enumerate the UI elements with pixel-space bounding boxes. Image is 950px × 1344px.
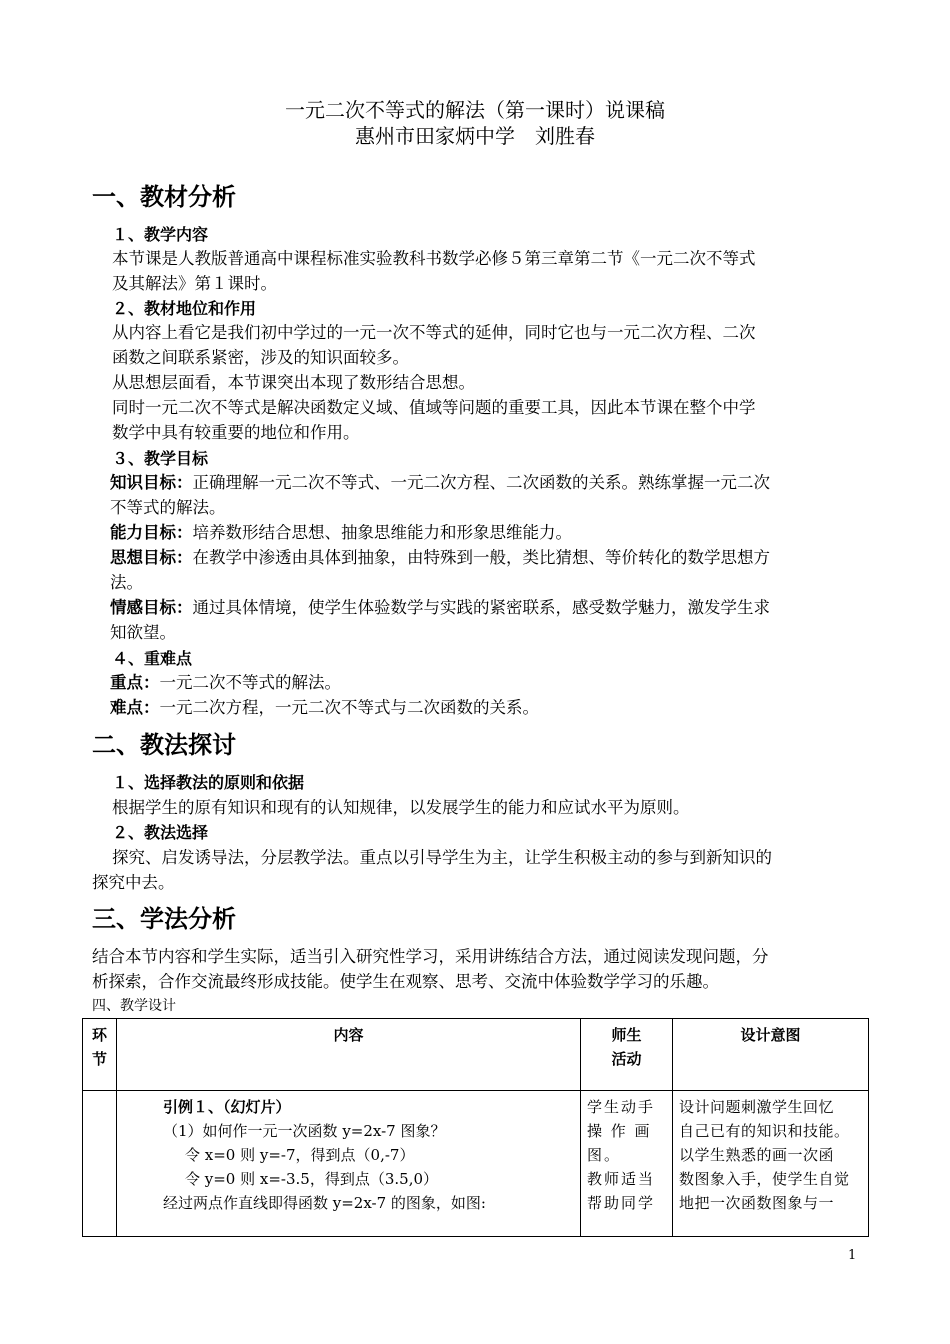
table-header-row [83, 1019, 869, 1091]
goal-emotion [110, 595, 770, 620]
paragraph-line: 析探索，合作交流最终形成技能。使学生在观察、思考、交流中体验数学学习的乐趣。 [92, 972, 719, 991]
subheading-teaching-goals: ３、教学目标 [112, 449, 209, 468]
section-heading-teaching-design: 四、教学设计 [92, 998, 176, 1014]
document-author: 惠州市田家炳中学 刘胜春 [355, 124, 595, 148]
subheading-method-choice: ２、教法选择 [112, 823, 209, 842]
difficult-point [110, 695, 539, 720]
header-content: 内容 [117, 1019, 581, 1091]
goal-text: 在教学中渗透由具体到抽象，由特殊到一般，类比猜想、等价转化的数学思想方 [192, 548, 770, 567]
content-line: 经过两点作直线即得函数 y=2x-7 的图象，如图: [163, 1194, 486, 1212]
paragraph-line: 函数之间联系紧密，涉及的知识面较多。 [112, 348, 409, 367]
paragraph-line: 从思想层面看，本节课突出本现了数形结合思想。 [112, 373, 475, 392]
goal-label: 知识目标： [110, 473, 193, 492]
cell-stage [83, 1091, 117, 1237]
subheading-status-and-role: ２、教材地位和作用 [112, 299, 257, 318]
paragraph-line: 探究、启发诱导法，分层教学法。重点以引导学生为主，让学生积极主动的参与到新知识的 [112, 848, 772, 867]
paragraph-line: 知欲望。 [110, 623, 176, 642]
paragraph-line: 不等式的解法。 [110, 498, 226, 517]
section-heading-teaching-methods: 二、教法探讨 [92, 731, 236, 759]
paragraph-line: 从内容上看它是我们初中学过的一元一次不等式的延伸，同时它也与一元二次方程、二次 [112, 323, 756, 342]
cell-intent: 设计问题刺激学生回忆 自己已有的知识和技能。 以学生熟悉的画一次函 数图象入手，使学生自觉 地把一次函数图象与一 [673, 1091, 869, 1237]
paragraph-line: 结合本节内容和学生实际，适当引入研究性学习，采用讲练结合方法，通过阅读发现问题，分 [92, 947, 769, 966]
cell-activity: 学生动手 操 作 画 图。 教师适当 帮助同学 [581, 1091, 673, 1237]
content-line: （1）如何作一元一次函数 y=2x-7 图象？ [163, 1122, 446, 1140]
paragraph-line: 法。 [110, 573, 143, 592]
paragraph-line: 探究中去。 [92, 873, 175, 892]
section-heading-learning-methods: 三、学法分析 [92, 905, 236, 933]
content-line: 令 y=0 则 x=-3.5，得到点（3.5,0） [185, 1170, 439, 1188]
key-text: 一元二次不等式的解法。 [159, 673, 341, 692]
goal-text: 培养数形结合思想、抽象思维能力和形象思维能力。 [192, 523, 572, 542]
subheading-teaching-content: １、教学内容 [112, 225, 209, 244]
teaching-design-table [82, 1018, 869, 1237]
paragraph-line: 根据学生的原有知识和现有的认知规律，以发展学生的能力和应试水平为原则。 [112, 798, 690, 817]
page-number: 1 [848, 1248, 857, 1263]
goal-knowledge [110, 470, 770, 495]
goal-label: 能力目标： [110, 523, 193, 542]
key-point [110, 670, 341, 695]
goal-text: 通过具体情境，使学生体验数学与实践的紧密联系，感受数学魅力，激发学生求 [192, 598, 770, 617]
goal-label: 思想目标： [110, 548, 193, 567]
example-title: 引例１、（幻灯片） [163, 1098, 291, 1116]
paragraph-line: 数学中具有较重要的地位和作用。 [112, 423, 360, 442]
goal-thought [110, 545, 770, 570]
goal-label: 情感目标： [110, 598, 193, 617]
difficult-label: 难点： [110, 698, 160, 717]
section-heading-textbook-analysis: 一、教材分析 [92, 183, 236, 211]
key-label: 重点： [110, 673, 160, 692]
goal-ability [110, 520, 572, 545]
goal-text: 正确理解一元二次不等式、一元二次方程、二次函数的关系。熟练掌握一元二次 [192, 473, 770, 492]
cell-content [117, 1091, 581, 1237]
paragraph-line: 及其解法》第１课时。 [112, 274, 277, 293]
paragraph-line: 本节课是人教版普通高中课程标准实验教科书数学必修５第三章第二节《一元二次不等式 [112, 249, 756, 268]
document-title: 一元二次不等式的解法（第一课时）说课稿 [285, 98, 665, 122]
table-row [83, 1091, 869, 1237]
subheading-method-principles: １、选择教法的原则和依据 [112, 773, 305, 792]
subheading-key-points: ４、重难点 [112, 649, 193, 668]
content-line: 令 x=0 则 y=-7，得到点（0,-7） [185, 1146, 415, 1164]
header-intent: 设计意图 [673, 1019, 869, 1091]
difficult-text: 一元二次方程，一元二次不等式与二次函数的关系。 [159, 698, 539, 717]
header-stage: 环 节 [83, 1019, 117, 1091]
header-activity: 师生 活动 [581, 1019, 673, 1091]
paragraph-line: 同时一元二次不等式是解决函数定义域、值域等问题的重要工具，因此本节课在整个中学 [112, 398, 756, 417]
